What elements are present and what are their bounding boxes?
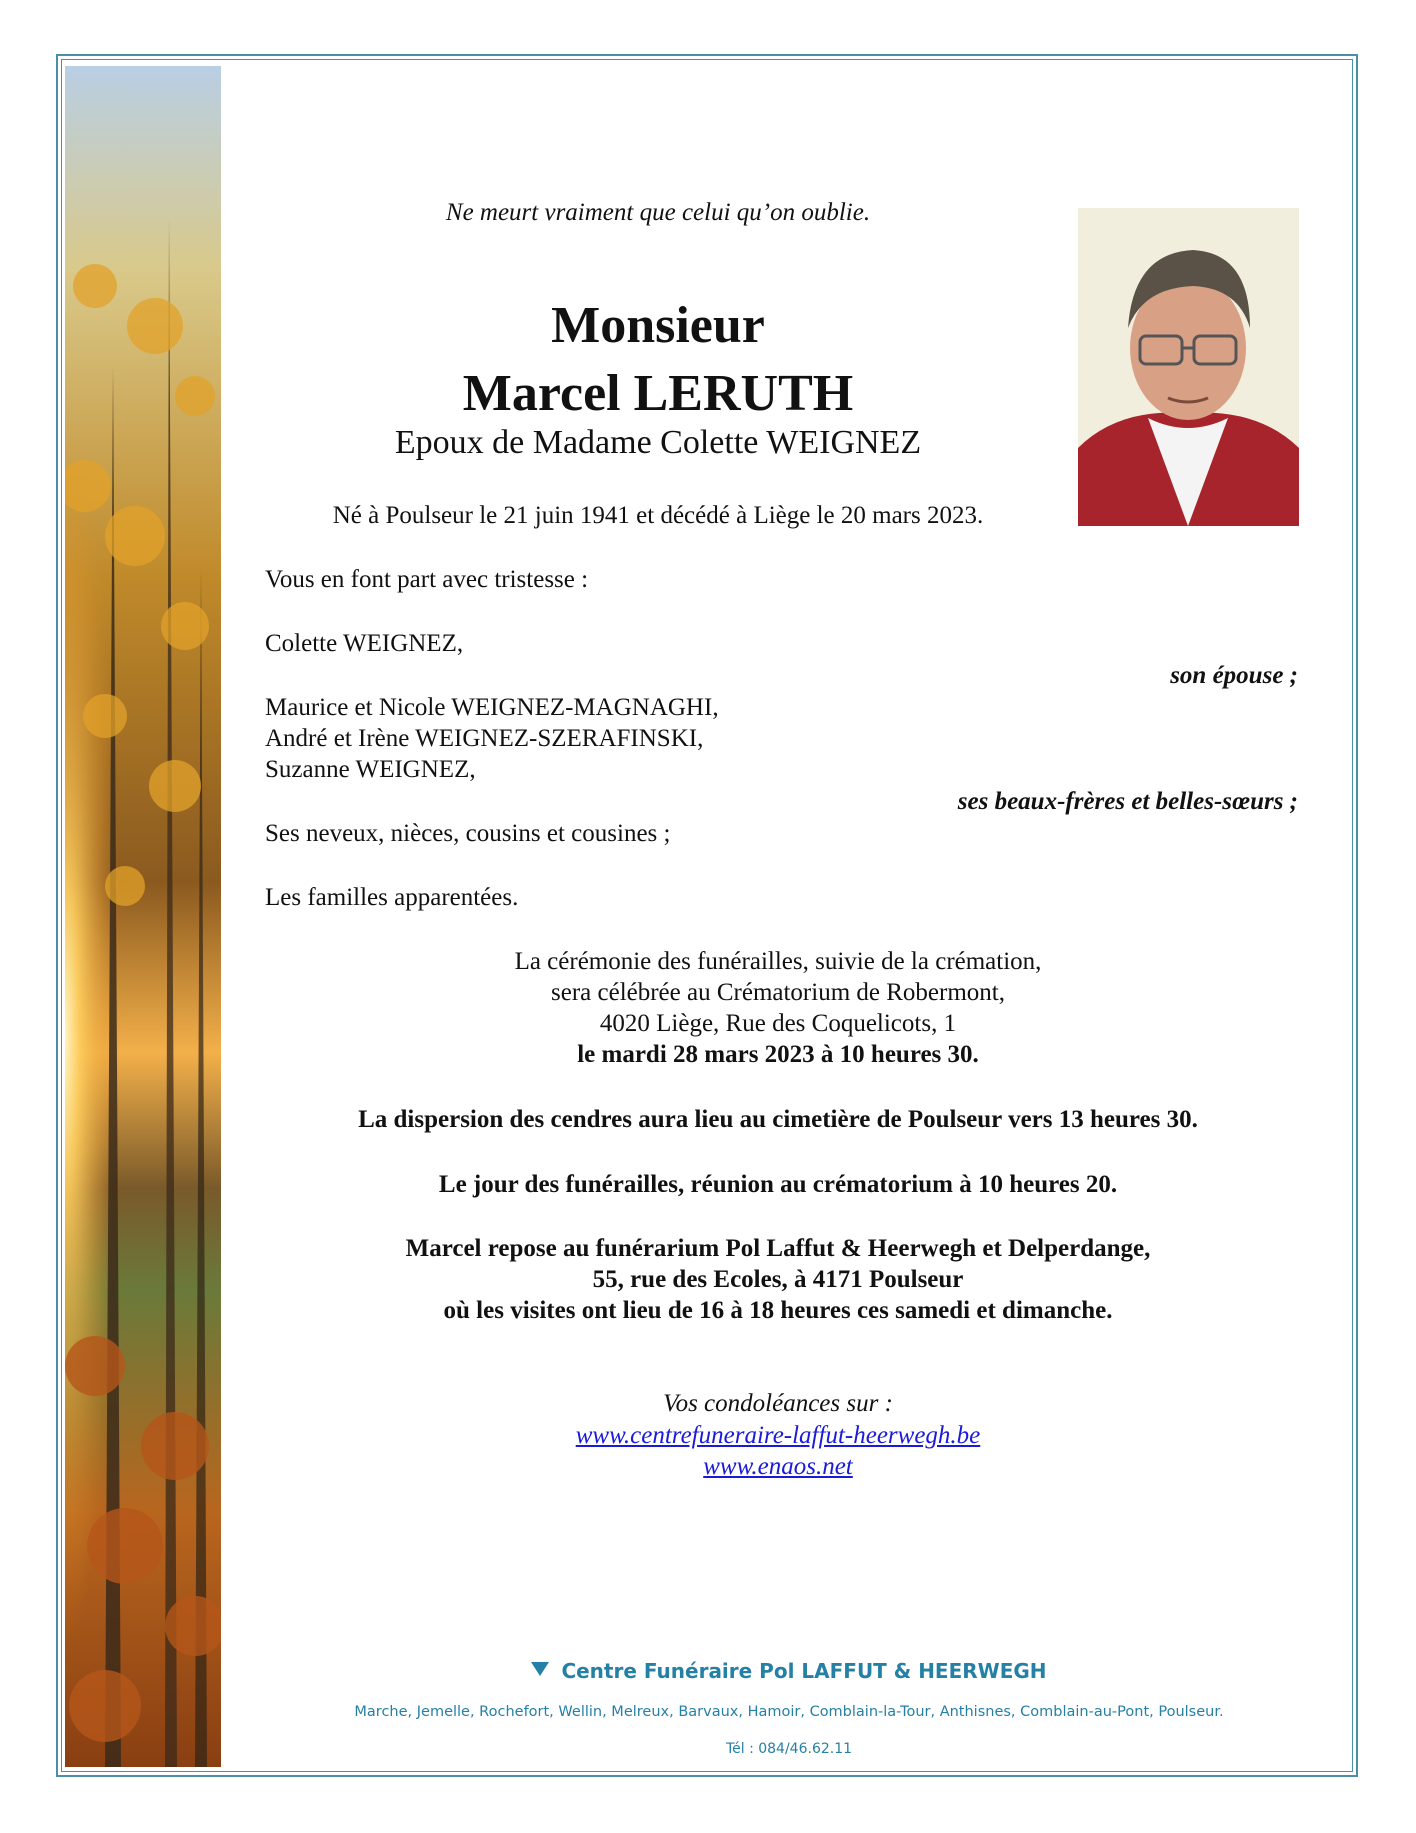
deceased-name: Marcel LERUTH <box>462 365 854 422</box>
ceremony-line-2: sera célébrée au Crématorium de Robermont, <box>551 979 1005 1006</box>
ceremony-date: le mardi 28 mars 2023 à 10 heures 30. <box>577 1041 979 1068</box>
meeting-notice: Le jour des funérailles, réunion au crématorium à 10 heures 20. <box>438 1171 1118 1198</box>
relatives-line: Ses neveux, nièces, cousins et cousines ; <box>265 820 671 847</box>
inlaw-2: André et Irène WEIGNEZ-SZERAFINSKI, <box>265 725 704 752</box>
honorific-title: Monsieur <box>551 297 765 354</box>
funeral-home-name: Centre Funéraire Pol LAFFUT & HEERWEGH <box>561 1659 1047 1683</box>
dispersion-notice: La dispersion des cendres aura lieu au cimetière de Poulseur vers 13 heures 30. <box>358 1106 1198 1133</box>
condolences-label: Vos condoléances sur : <box>663 1390 893 1417</box>
rest-line-1: Marcel repose au funérarium Pol Laffut & Heerwegh et Delperdange, <box>405 1235 1151 1262</box>
rest-line-2: 55, rue des Ecoles, à 4171 Poulseur <box>592 1266 964 1293</box>
announcement-text: Vous en font part avec tristesse : <box>265 566 589 593</box>
portrait-photo <box>1078 208 1299 526</box>
families-line: Les familles apparentées. <box>265 884 519 911</box>
autumn-forest-image <box>65 66 221 1767</box>
funeral-home-title <box>220 1659 1358 1683</box>
ceremony-line-3: 4020 Liège, Rue des Coquelicots, 1 <box>599 1010 957 1037</box>
condolences-link-enaos[interactable]: www.enaos.net <box>703 1453 853 1480</box>
spouse-name: Colette WEIGNEZ, <box>265 630 464 657</box>
rest-line-3: où les visites ont lieu de 16 à 18 heures ces samedi et dimanche. <box>443 1297 1113 1324</box>
inlaws-role: ses beaux-frères et belles-sœurs ; <box>957 788 1298 815</box>
condolences-link-laffut[interactable]: www.centrefuneraire-laffut-heerwegh.be <box>575 1422 981 1449</box>
condolences-link-wrap-2 <box>263 1453 1293 1481</box>
condolences-link-wrap <box>263 1422 1293 1450</box>
triangle-down-icon <box>531 1662 549 1676</box>
funeral-home-phone: Tél : 084/46.62.11 <box>725 1741 853 1757</box>
memorial-quote: Ne meurt vraiment que celui qu’on oublie. <box>445 199 871 226</box>
birth-death-line: Né à Poulseur le 21 juin 1941 et décédé à Liège le 20 mars 2023. <box>332 502 984 529</box>
inlaw-1: Maurice et Nicole WEIGNEZ-MAGNAGHI, <box>265 694 719 721</box>
funeral-home-locations: Marche, Jemelle, Rochefort, Wellin, Melreux, Barvaux, Hamoir, Comblain-la-Tour, Anthisnes, Comblain-au-Pont, Poulseur. <box>354 1704 1224 1720</box>
spouse-line: Epoux de Madame Colette WEIGNEZ <box>394 424 922 461</box>
ceremony-line-1: La cérémonie des funérailles, suivie de la crémation, <box>514 948 1042 975</box>
spouse-role: son épouse ; <box>1170 662 1298 689</box>
inlaw-3: Suzanne WEIGNEZ, <box>265 756 476 783</box>
